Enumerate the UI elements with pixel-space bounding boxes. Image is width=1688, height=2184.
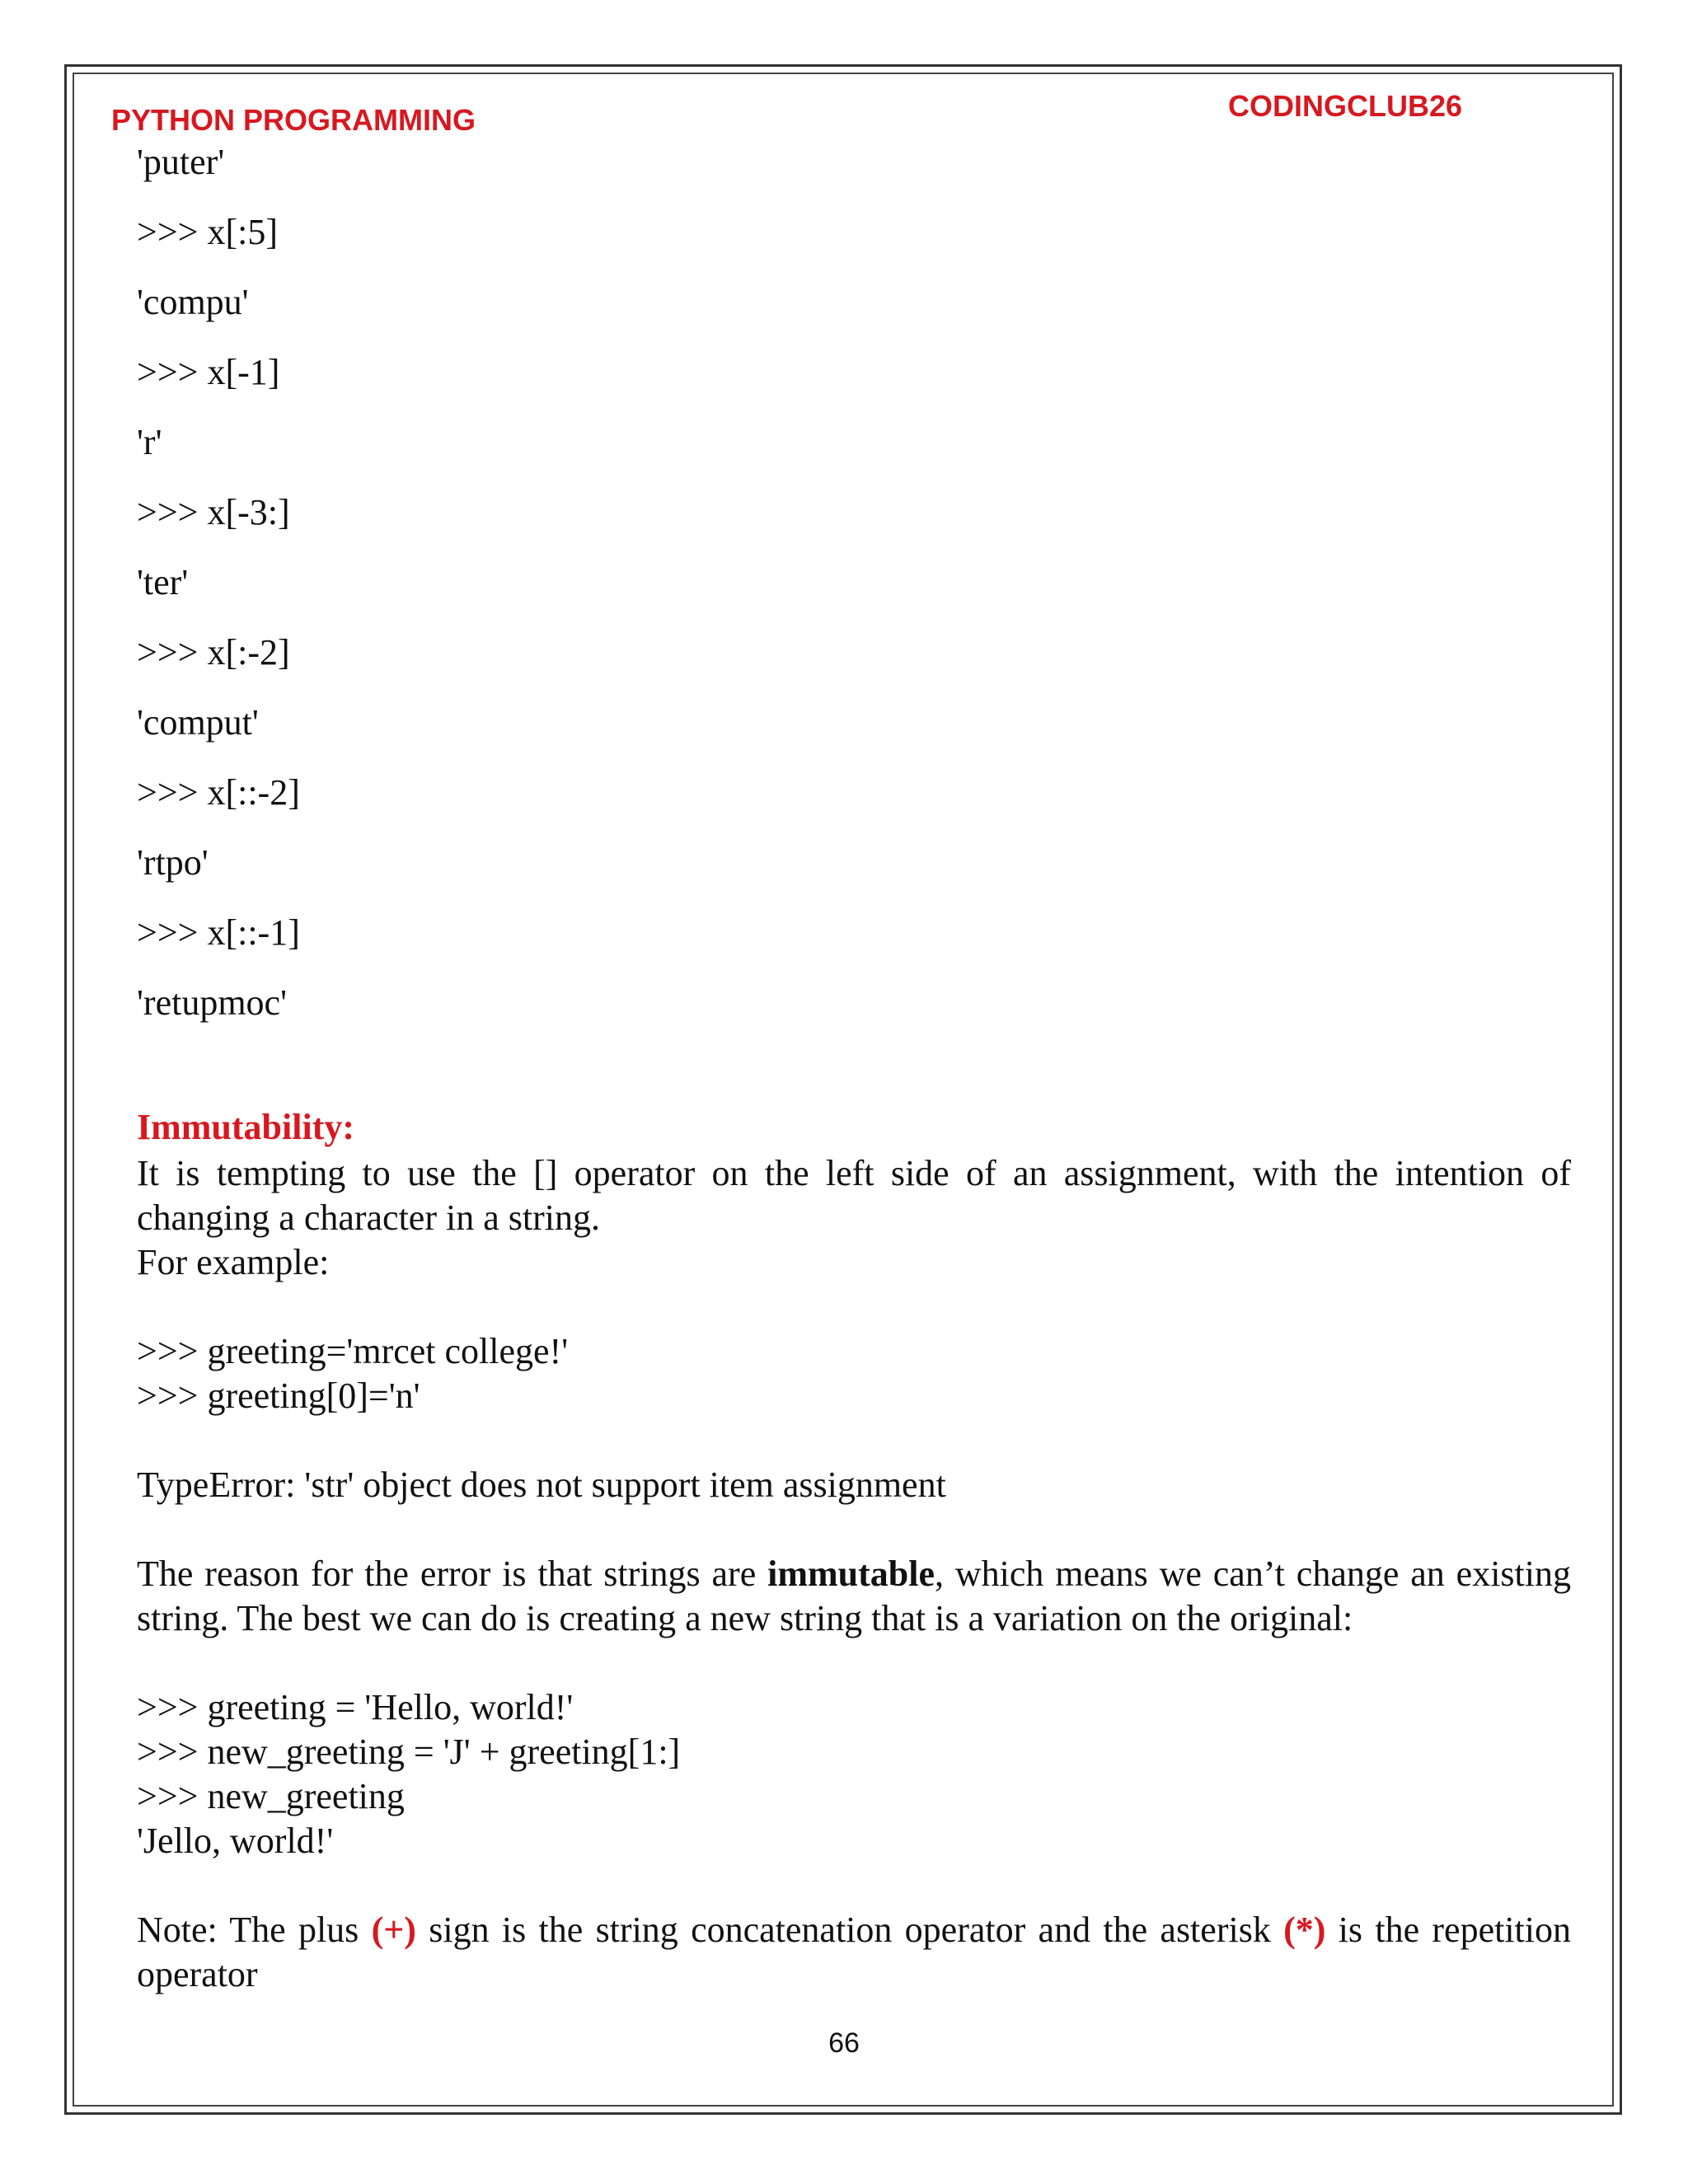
code-block-example2	[137, 1685, 1571, 1863]
code-line: >>> x[:-2]	[137, 632, 290, 673]
code-line: 'r'	[137, 422, 162, 462]
code-block-slicing	[137, 142, 1571, 1052]
asterisk-operator: (*)	[1283, 1910, 1326, 1950]
immutable-term: immutable	[767, 1554, 935, 1594]
code-line: 'comput'	[137, 702, 259, 743]
code-line: 'compu'	[137, 282, 249, 322]
error-message: TypeError: 'str' object does not support item assignment	[137, 1465, 946, 1505]
for-example-label: For example:	[137, 1242, 330, 1282]
note-paragraph	[137, 1908, 1571, 1997]
code-line: >>> x[-3:]	[137, 492, 290, 532]
code-line: 'ter'	[137, 562, 189, 602]
note-text-3: is the repetition operator	[137, 1910, 1571, 1994]
code-line: 'puter'	[137, 142, 225, 182]
code-line: >>> greeting[0]='n'	[137, 1376, 420, 1416]
intro-paragraph: It is tempting to use the [] operator on the left side of an assignment, with the intention of changing a character in a string.	[137, 1153, 1571, 1238]
note-text-2: sign is the string concatenation operator and the asterisk	[415, 1910, 1284, 1950]
code-block-example1	[137, 1329, 1571, 1418]
code-line: 'Jello, world!'	[137, 1821, 334, 1861]
reason-text-start: The reason for the error is that strings are	[137, 1554, 768, 1594]
header-right-title: CODINGCLUB26	[1228, 89, 1463, 123]
code-line: >>> x[::-1]	[137, 912, 300, 953]
code-line: >>> x[::-2]	[137, 772, 300, 813]
page-number: 66	[828, 2027, 860, 2059]
reason-paragraph	[137, 1552, 1571, 1641]
code-line: >>> greeting = 'Hello, world!'	[137, 1687, 574, 1727]
code-line: >>> new_greeting = 'J' + greeting[1:]	[137, 1732, 681, 1772]
code-line: 'retupmoc'	[137, 982, 288, 1023]
code-line: >>> x[:5]	[137, 212, 278, 252]
section-heading-immutability: Immutability:	[137, 1107, 354, 1147]
page-content	[137, 142, 1571, 1997]
header-left-title: PYTHON PROGRAMMING	[111, 103, 476, 137]
code-line: >>> new_greeting	[137, 1776, 405, 1816]
code-line: >>> greeting='mrcet college!'	[137, 1331, 569, 1371]
reason-text-end: , which means we can’t change an existing string. The best we can do is creating a new string that is a variation on the original:	[137, 1554, 1571, 1638]
plus-operator: (+)	[371, 1910, 416, 1950]
code-line: >>> x[-1]	[137, 352, 280, 392]
note-text-1: Note: The plus	[137, 1910, 372, 1950]
code-line: 'rtpo'	[137, 842, 209, 883]
